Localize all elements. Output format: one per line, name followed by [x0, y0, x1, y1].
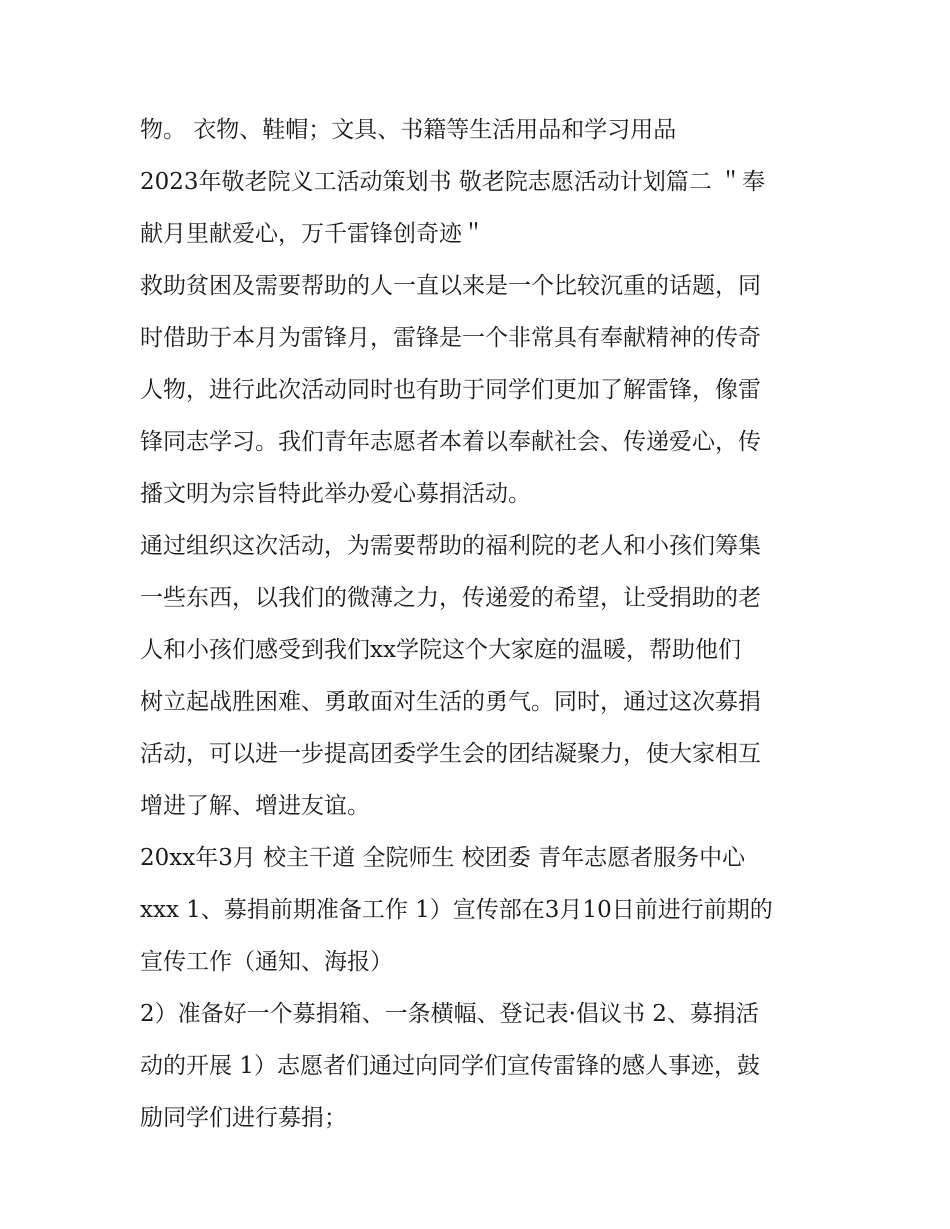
text-line-4: 救助贫困及需要帮助的人一直以来是一个比较沉重的话题，同 [140, 273, 761, 299]
text-line-13: 活动，可以进一步提高团委学生会的团结凝聚力，使大家相互 [140, 741, 761, 767]
text-line-6: 人物，进行此次活动同时也有助于同学们更加了解雷锋，像雷 [140, 377, 761, 403]
text-line-3: 献月里献爱心，万千雷锋创奇迹＂ [140, 221, 485, 247]
text-line-12: 树立起战胜困难、勇敢面对生活的勇气。同时，通过这次募捐 [140, 689, 761, 715]
text-line-8: 播文明为宗旨特此举办爱心募捐活动。 [140, 481, 531, 507]
text-line-20: 励同学们进行募捐； [140, 1105, 347, 1131]
text-line-10: 一些东西，以我们的微薄之力，传递爱的希望，让受捐助的老 [140, 585, 761, 611]
text-line-7: 锋同志学习。我们青年志愿者本着以奉献社会、传递爱心，传 [140, 429, 761, 455]
text-line-5: 时借助于本月为雷锋月，雷锋是一个非常具有奉献精神的传奇 [140, 325, 761, 351]
text-line-14: 增进了解、增进友谊。 [140, 793, 370, 819]
text-line-1: 物。 衣物、鞋帽；文具、书籍等生活用品和学习用品 [140, 117, 677, 143]
text-line-17: 宣传工作（通知、海报） [140, 949, 393, 975]
text-line-15: 20xx年3月 校主干道 全院师生 校团委 青年志愿者服务中心 [140, 845, 746, 871]
text-line-11: 人和小孩们感受到我们xx学院这个大家庭的温暖，帮助他们 [140, 637, 741, 663]
text-line-19: 动的开展 1）志愿者们通过向同学们宣传雷锋的感人事迹，鼓 [140, 1053, 760, 1079]
text-line-16: xxx 1、募捐前期准备工作 1）宣传部在3月10日前进行前期的 [140, 897, 773, 923]
text-line-18: 2）准备好一个募捐箱、一条横幅、登记表·倡议书 2、募捐活 [140, 1001, 759, 1027]
text-line-2: 2023年敬老院义工活动策划书 敬老院志愿活动计划篇二 ＂奉 [140, 169, 766, 195]
text-line-9: 通过组织这次活动，为需要帮助的福利院的老人和小孩们筹集 [140, 533, 761, 559]
document-body [140, 104, 820, 1144]
